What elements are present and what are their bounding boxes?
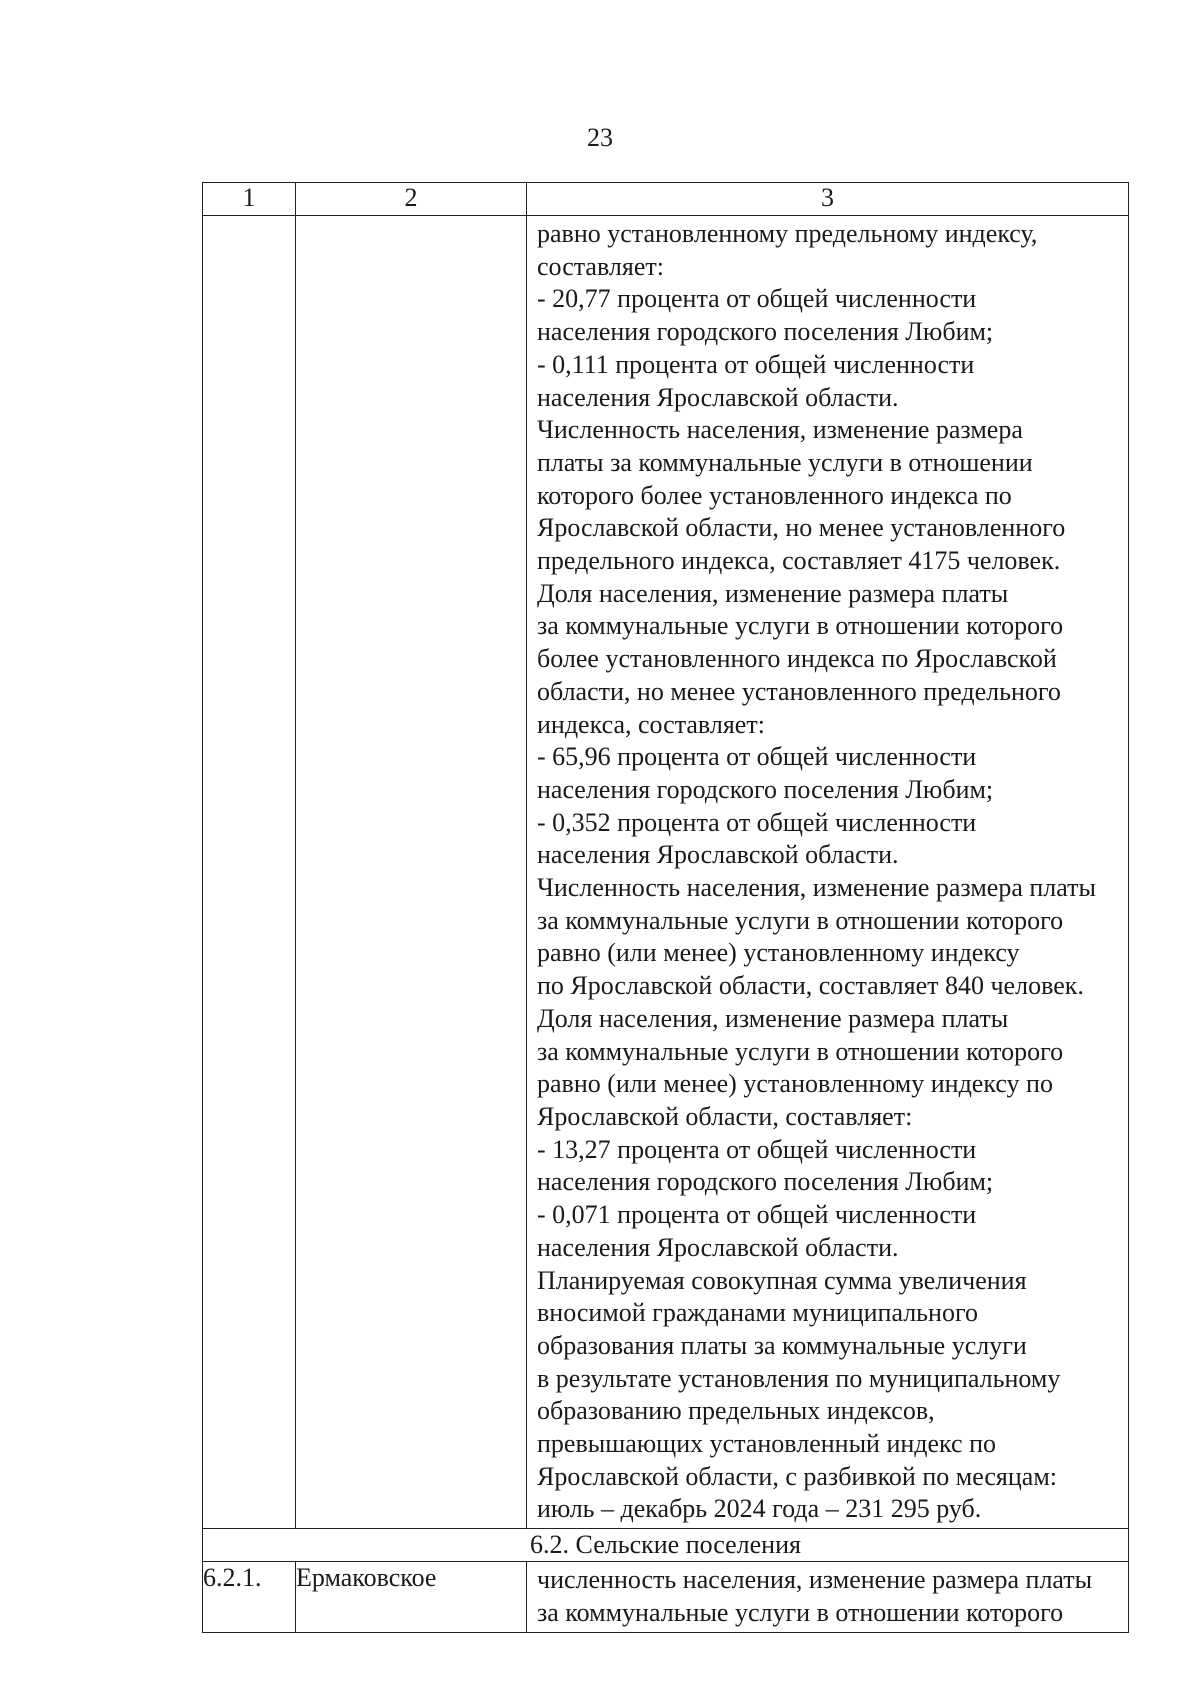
text-line: Планируемая совокупная сумма увеличения: [537, 1265, 1027, 1295]
continuation-cell-2: [296, 216, 527, 1529]
text-line: по Ярославской области, составляет 840 человек.: [537, 971, 1084, 1001]
text-line: населения городского поселения Любим;: [537, 1167, 994, 1197]
section-heading-row: [203, 1529, 1129, 1562]
text-line: Численность населения, изменение размера: [537, 415, 1023, 445]
text-line: за коммунальные услуги в отношении которого: [537, 905, 1064, 935]
text-line: которого более установленного индекса по: [537, 480, 1012, 510]
text-line: за коммунальные услуги в отношении которого: [537, 611, 1064, 641]
continuation-cell-1: [203, 216, 296, 1529]
section-heading: 6.2. Сельские поселения: [203, 1529, 1129, 1562]
text-line: равно (или менее) установленному индексу: [537, 938, 1020, 968]
text-line: превышающих установленный индекс по: [537, 1429, 996, 1459]
text-line: июль – декабрь 2024 года – 231 295 руб.: [537, 1494, 982, 1524]
column-header-2: 2: [296, 183, 527, 216]
text-line: образованию предельных индексов,: [537, 1396, 935, 1426]
text-line: составляет:: [537, 251, 664, 281]
row-number: 6.2.1.: [203, 1562, 296, 1632]
text-line: за коммунальные услуги в отношении которого: [537, 1597, 1064, 1627]
text-line: более установленного индекса по Ярославской: [537, 644, 1057, 674]
row-description: [527, 1562, 1129, 1632]
settlement-name: Ермаковское: [296, 1562, 527, 1632]
text-line: за коммунальные услуги в отношении которого: [537, 1036, 1064, 1066]
text-line: - 0,111 процента от общей численности: [537, 349, 975, 379]
column-header-3: 3: [527, 183, 1129, 216]
text-line: Ярославской области, составляет:: [537, 1101, 913, 1131]
table-header-row: [203, 183, 1129, 216]
text-line: населения Ярославской области.: [537, 1232, 899, 1262]
text-line: Доля населения, изменение размера платы: [537, 578, 1009, 608]
text-line: - 20,77 процента от общей численности: [537, 284, 977, 314]
column-header-1: 1: [203, 183, 296, 216]
text-line: равно установленному предельному индексу,: [537, 219, 1038, 248]
continuation-row: [203, 216, 1129, 1529]
text-line: - 13,27 процента от общей численности: [537, 1134, 977, 1164]
text-line: в результате установления по муниципальному: [537, 1363, 1061, 1393]
text-line: - 0,352 процента от общей численности: [537, 807, 977, 837]
text-line: платы за коммунальные услуги в отношении: [537, 447, 1033, 477]
tariff-table: [202, 182, 1129, 1633]
continuation-cell-3: [527, 216, 1129, 1529]
text-line: - 0,071 процента от общей численности: [537, 1200, 977, 1230]
page-number: 23: [587, 123, 613, 152]
text-line: населения городского поселения Любим;: [537, 317, 994, 347]
text-line: области, но менее установленного предельного: [537, 676, 1061, 706]
text-line: Доля населения, изменение размера платы: [537, 1003, 1009, 1033]
text-line: населения городского поселения Любим;: [537, 774, 994, 804]
text-line: предельного индекса, составляет 4175 человек.: [537, 546, 1061, 576]
text-line: равно (или менее) установленному индексу по: [537, 1069, 1053, 1099]
text-line: населения Ярославской области.: [537, 840, 899, 870]
text-line: образования платы за коммунальные услуги: [537, 1330, 1027, 1360]
text-line: населения Ярославской области.: [537, 382, 899, 412]
text-line: - 65,96 процента от общей численности: [537, 742, 977, 772]
text-line: Численность населения, изменение размера платы: [537, 873, 1096, 903]
text-line: Ярославской области, но менее установленного: [537, 513, 1066, 543]
table-row: [203, 1562, 1129, 1632]
text-line: Ярославской области, с разбивкой по месяцам:: [537, 1461, 1058, 1491]
text-line: индекса, составляет:: [537, 709, 765, 739]
text-line: численность населения, изменение размера платы: [537, 1565, 1093, 1595]
text-line: вносимой гражданами муниципального: [537, 1298, 978, 1328]
